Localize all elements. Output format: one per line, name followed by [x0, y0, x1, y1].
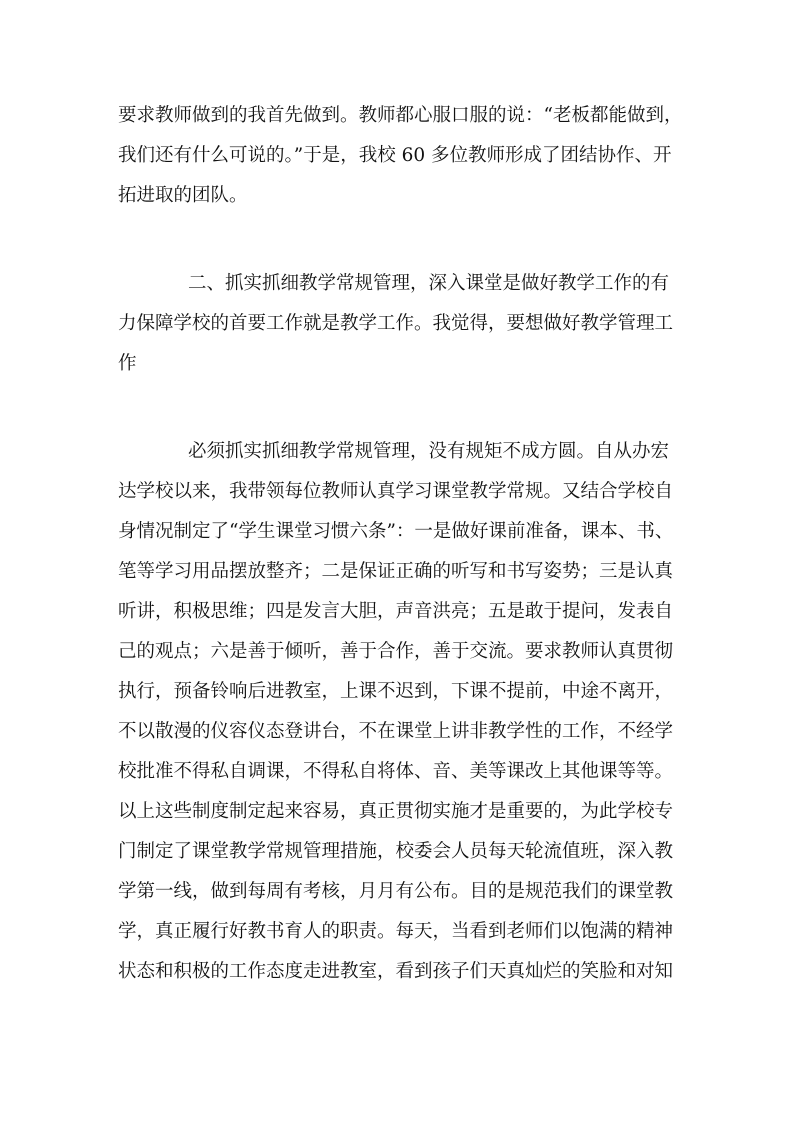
text-line: 听讲，积极思维；四是发言大胆，声音洪亮；五是敢于提问，发表自 — [118, 601, 674, 622]
text-line: 笔等学习用品摆放整齐；二是保证正确的听写和书写姿势；三是认真 — [118, 561, 674, 582]
text-line: 拓进取的团队。 — [118, 185, 248, 206]
text-line: 执行，预备铃响后进教室，上课不迟到，下课不提前，中途不离开， — [118, 681, 674, 702]
text-line: 我们还有什么可说的。”于是，我校 60 多位教师形成了团结协作、开 — [118, 145, 672, 166]
text-line: 必须抓实抓细教学常规管理，没有规矩不成方圆。自从办宏 — [188, 441, 670, 462]
text-line: 以上这些制度制定起来容易，真正贯彻实施才是重要的，为此学校专 — [118, 801, 674, 822]
text-line: 达学校以来，我带领每位教师认真学习课堂教学常规。又结合学校自 — [118, 481, 674, 502]
text-line: 门制定了课堂教学常规管理措施，校委会人员每天轮流值班，深入教 — [118, 841, 674, 862]
text-line: 校批准不得私自调课，不得私自将体、音、美等课改上其他课等等。 — [118, 761, 674, 782]
text-line: 要求教师做到的我首先做到。教师都心服口服的说：“老板都能做到， — [118, 105, 683, 126]
text-line: 身情况制定了“学生课堂习惯六条”：一是做好课前准备，课本、书、 — [118, 521, 674, 542]
text-line: 学，真正履行好教书育人的职责。每天，当看到老师们以饱满的精神 — [118, 921, 674, 942]
text-line: 不以散漫的仪容仪态登讲台，不在课堂上讲非教学性的工作，不经学 — [118, 721, 674, 742]
text-line: 状态和积极的工作态度走进教室，看到孩子们天真灿烂的笑脸和对知 — [118, 961, 674, 982]
text-line: 学第一线，做到每周有考核，月月有公布。目的是规范我们的课堂教 — [118, 881, 674, 902]
text-line: 力保障学校的首要工作就是教学工作。我觉得，要想做好教学管理工 — [118, 313, 674, 334]
text-line: 己的观点；六是善于倾听，善于合作，善于交流。要求教师认真贯彻 — [118, 641, 674, 662]
text-line: 二、抓实抓细教学常规管理，深入课堂是做好教学工作的有 — [188, 273, 670, 294]
text-line: 作 — [118, 353, 137, 374]
